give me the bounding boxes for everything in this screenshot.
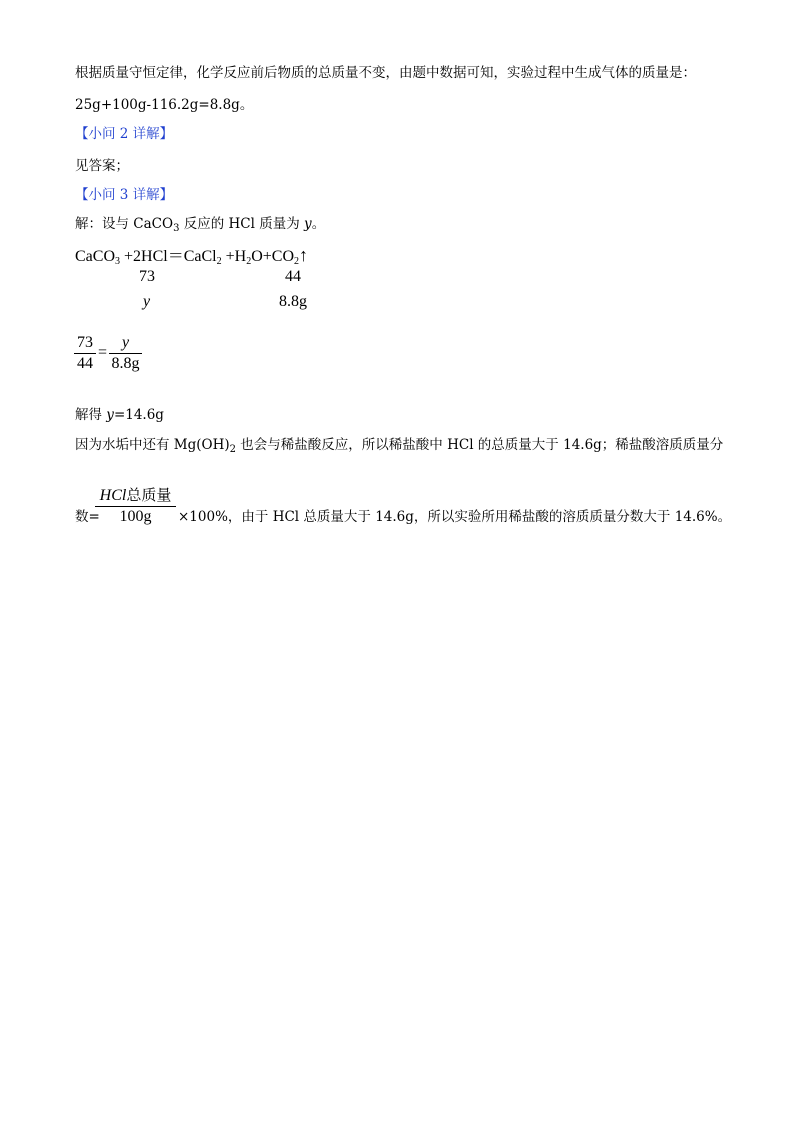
- product-cacl2: CaCl: [183, 248, 217, 265]
- reason-subscript: 2: [229, 444, 237, 455]
- product-co2: +CO: [262, 248, 294, 265]
- reason-rest: 也会与稀盐酸反应，所以稀盐酸中 HCl 的总质量大于 14.6g；稀盐酸溶质质量分: [236, 437, 724, 453]
- fraction-numerator: y: [121, 334, 130, 351]
- reasoning-line: [75, 435, 723, 460]
- setup-middle: 反应的 HCl 质量为: [179, 216, 305, 232]
- final-prefix: 数=: [75, 509, 100, 525]
- setup-prefix: 解：设与 CaCO: [75, 216, 174, 232]
- fraction-denominator: 100g: [119, 508, 152, 525]
- solution-setup: [75, 214, 325, 239]
- fraction-bar: [95, 506, 176, 507]
- chemical-equation: [75, 243, 308, 267]
- fraction-bar: [74, 353, 96, 354]
- final-conclusion: ×100%，由于 HCl 总质量大于 14.6g，所以实验所用稀盐酸的溶质质量分数大于 14.6%。: [178, 509, 732, 525]
- subscript: 2: [294, 256, 299, 267]
- product-h2o: +H: [221, 248, 247, 265]
- final-fraction: [95, 486, 176, 526]
- proportion-right-fraction: [109, 334, 142, 373]
- equals-sign: ＝: [167, 248, 184, 265]
- fraction-numerator: 73: [77, 334, 93, 351]
- proportion-equals: =: [98, 344, 108, 361]
- ratio-hcl: 73: [139, 268, 155, 285]
- reactant-caco3: CaCO: [75, 248, 115, 265]
- unknown-y: y: [143, 293, 151, 310]
- subscript: 3: [115, 256, 120, 267]
- section-header-q2: 【小问 2 详解】: [75, 126, 174, 142]
- setup-end: 。: [311, 216, 326, 232]
- ratio-co2: 44: [285, 268, 301, 285]
- section-header-q3: 【小问 3 详解】: [75, 187, 174, 203]
- solve-value: =14.6g: [113, 407, 164, 423]
- setup-subscript: 3: [173, 223, 180, 234]
- product-h2o-o: O: [251, 248, 263, 265]
- gas-arrow-icon: ↑: [299, 245, 308, 265]
- subscript: 2: [216, 256, 222, 267]
- answer-text-q2: 见答案；: [75, 158, 129, 174]
- fraction-denominator: 8.8g: [111, 355, 140, 372]
- fraction-bar: [109, 353, 142, 354]
- paragraph-line-1: 根据质量守恒定律，化学反应前后物质的总质量不变，由题中数据可知，实验过程中生成气体的质量是：: [75, 65, 696, 81]
- setup-variable: y: [304, 216, 312, 232]
- paragraph-line-2: 25g+100g-116.2g=8.8g。: [75, 97, 254, 113]
- solve-prefix: 解得: [75, 407, 107, 423]
- subscript: 2: [246, 256, 252, 267]
- fraction-numerator: [95, 486, 176, 505]
- known-mass: 8.8g: [279, 293, 307, 310]
- reason-prefix: 因为水垢中还有 Mg(OH): [75, 437, 230, 453]
- reactant-hcl: +2HCl: [120, 248, 168, 265]
- numerator-hcl: HCl: [99, 487, 127, 504]
- fraction-denominator: 44: [77, 355, 93, 372]
- numerator-text: 总质量: [126, 486, 172, 504]
- solve-result: [75, 405, 164, 425]
- proportion-left-fraction: [74, 334, 96, 373]
- solve-variable: y: [106, 407, 114, 423]
